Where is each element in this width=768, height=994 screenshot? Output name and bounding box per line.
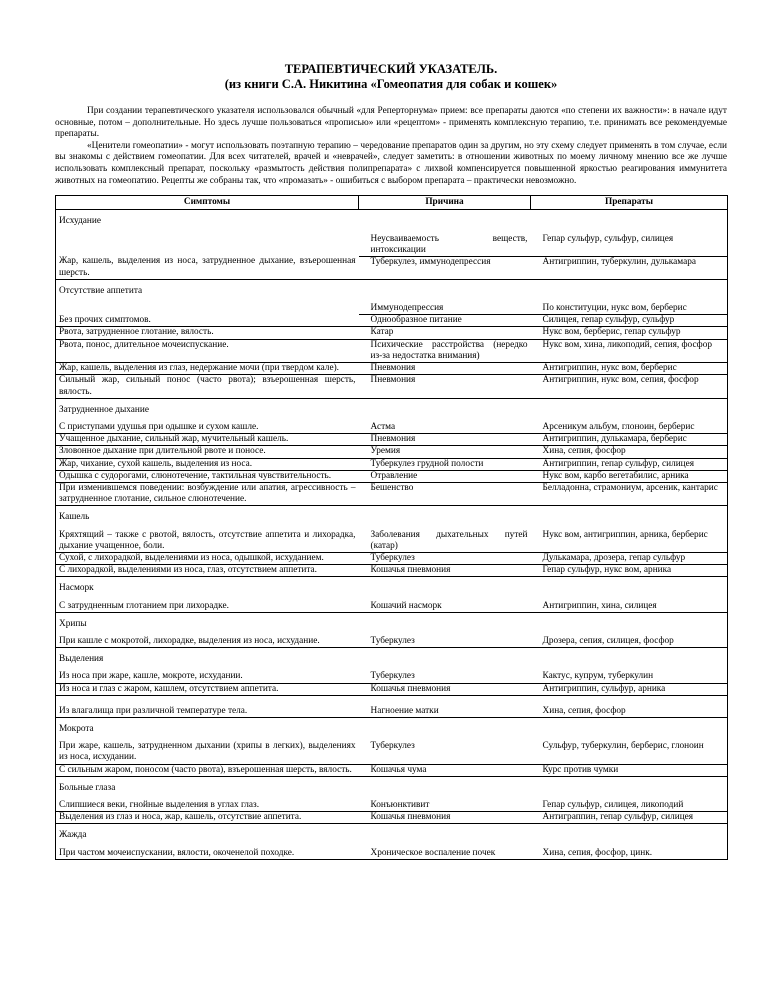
remedy-cell: Антигриппин, туберкулин, дулькамара <box>531 256 728 279</box>
section-row <box>56 824 728 848</box>
header-cause: Причина <box>359 196 531 210</box>
remedy-cell: Хина, сепия, фосфор, цинк. <box>531 848 728 860</box>
remedy-cell: Антигриппин, нукс вом, сепия, фосфор <box>531 375 728 398</box>
symptom-cell: Из носа и глаз с жаром, кашлем, отсутствием аппетита. <box>56 683 359 695</box>
symptom-cell: При частом мочеиспускании, вялости, окоченелой походке. <box>56 848 359 860</box>
cause-cell: Кошачий насморк <box>359 601 531 613</box>
cause-cell: Бешенство <box>359 482 531 505</box>
cause-cell: Кошачья пневмония <box>359 565 531 577</box>
table-row <box>56 741 728 764</box>
remedy-cell: Силицея, гепар сульфур, сульфур <box>531 315 728 327</box>
cause-cell: Нагноение матки <box>359 706 531 718</box>
remedy-cell: Хина, сепия, фосфор <box>531 706 728 718</box>
table-row <box>56 636 728 648</box>
section-row <box>56 577 728 601</box>
cause-cell: Кошачья пневмония <box>359 812 531 824</box>
remedy-cell: Гепар сульфур, сульфур, силицея <box>531 234 728 257</box>
table-row <box>56 565 728 577</box>
remedy-cell: Арсеникум альбум, глоноин, берберис <box>531 422 728 434</box>
section-title: Отсутствие аппетита <box>56 279 728 303</box>
cause-cell: Туберкулез <box>359 552 531 564</box>
symptom-cell: Из носа при жаре, кашле, мокроте, исхудании. <box>56 671 359 683</box>
symptom-cell: При жаре, кашель, затрудненном дыхании (хрипы в легких), выделениях из носа, исхудании. <box>56 741 359 764</box>
remedy-cell: Нукс вом, карбо вегетабилис, арника <box>531 470 728 482</box>
table-row <box>56 234 728 257</box>
symptom-cell: Слипшиеся веки, гнойные выделения в углах глаз. <box>56 800 359 812</box>
symptom-cell: Рвота, понос, длительное мочеиспускание. <box>56 339 359 362</box>
table-body <box>56 210 728 859</box>
table-row <box>56 458 728 470</box>
symptom-cell: С лихорадкой, выделениями из носа, глаз, отсутствием аппетита. <box>56 565 359 577</box>
section-title: Хрипы <box>56 612 728 636</box>
remedy-cell: По конституции, нукс вом, берберис <box>531 303 728 315</box>
intro-paragraph: При создании терапевтического указателя использовался обычный «для Реперторнума» прием: все препараты даются «по степени их важности»: в начале идут основные, потом – дополнительные. Но здесь лучше пользоваться «прописью» или «рецептом» - применять комплексную терапию, т.е. принимать все рекомендуемые препараты. <box>55 106 727 140</box>
cause-cell: Иммунодепрессия <box>359 303 531 315</box>
symptom-cell: Жар, чихание, сухой кашель, выделения из носа. <box>56 458 359 470</box>
symptom-cell <box>56 234 359 257</box>
remedy-cell: Белладонна, страмониум, арсеник, кантарис <box>531 482 728 505</box>
symptom-cell: Сильный жар, сильный понос (часто рвота); взъерошенная шерсть, вялость. <box>56 375 359 398</box>
cause-cell: Пневмония <box>359 363 531 375</box>
cause-cell: Пневмония <box>359 434 531 446</box>
symptom-cell: С затрудненным глотанием при лихорадке. <box>56 601 359 613</box>
symptom-cell: Из влагалища при различной температуре тела. <box>56 706 359 718</box>
remedy-cell: Антигриппин, хина, силицея <box>531 601 728 613</box>
document-title: ТЕРАПЕВТИЧЕСКИЙ УКАЗАТЕЛЬ. <box>284 62 498 76</box>
section-title: Мокрота <box>56 717 728 741</box>
section-title: Затрудненное дыхание <box>56 398 728 422</box>
cause-cell: Туберкулез <box>359 741 531 764</box>
section-title: Жажда <box>56 824 728 848</box>
symptom-cell: При изменившемся поведении: возбуждение или апатия, агрессивность – затрудненное глотание, сильное слюнотечение. <box>56 482 359 505</box>
table-row <box>56 601 728 613</box>
cause-cell: Конъюнктивит <box>359 800 531 812</box>
cause-cell: Психические расстройства (нередко из-за недостатка внимания) <box>359 339 531 362</box>
intro-paragraph: «Ценители гомеопатии» - могут использовать поэтапную терапию – чередование препаратов один за другим, но эту схему следует применять в том случае, если вы знакомы с действием гомеопатии. Для всех читателей, врачей и «неврачей», следует заметить: в отношении животных по моему личному мнению все же лучше использовать комплексный препарат, поскольку «размытость действия полипрепарата» с лихвой компенсируется повышенной яркостью реагирования иммунитета животных на гомеопатию. Рецепты же собраны так, что «промазать» - ошибиться с выбором препарата – практически невозможно. <box>55 140 727 186</box>
table-row <box>56 303 728 315</box>
remedy-cell: Гепар сульфур, силицея, ликоподий <box>531 800 728 812</box>
symptom-cell <box>56 303 359 315</box>
remedy-cell: Нукс вом, антигриппин, арника, берберис <box>531 530 728 553</box>
section-row <box>56 210 728 234</box>
remedy-cell: Курс против чумки <box>531 764 728 776</box>
remedy-cell: Сульфур, туберкулин, берберис, глоноин <box>531 741 728 764</box>
table-row <box>56 434 728 446</box>
table-row <box>56 375 728 398</box>
cause-cell: Астма <box>359 422 531 434</box>
remedy-cell: Дрозера, сепия, силицея, фосфор <box>531 636 728 648</box>
cause-cell: Туберкулез грудной полости <box>359 458 531 470</box>
cause-cell: Уремия <box>359 446 531 458</box>
section-row <box>56 612 728 636</box>
table-row <box>56 422 728 434</box>
table-row <box>56 706 728 718</box>
cause-cell: Туберкулез <box>359 636 531 648</box>
table-row <box>56 812 728 824</box>
table-row <box>56 327 728 339</box>
symptom-cell: Кряхтящий – также с рвотой, вялость, отсутствие аппетита и лихорадка, дыхание учащенное, боли. <box>56 530 359 553</box>
section-title: Насморк <box>56 577 728 601</box>
document-page <box>55 62 727 860</box>
symptom-cell: Одышка с судорогами, слюнотечение, тактильная чувствительность. <box>56 470 359 482</box>
remedy-cell: Антигриппин, сульфур, арника <box>531 683 728 695</box>
section-title: Больные глаза <box>56 776 728 800</box>
cause-cell: Однообразное питание <box>359 315 531 327</box>
intro-text <box>55 106 727 187</box>
cause-cell: Кошачья пневмония <box>359 683 531 695</box>
table-row <box>56 683 728 695</box>
remedy-cell: Гепар сульфур, нукс вом, арника <box>531 565 728 577</box>
symptom-cell: Учащенное дыхание, сильный жар, мучительный кашель. <box>56 434 359 446</box>
table-row <box>56 671 728 683</box>
cause-cell: Заболевания дыхательных путей (катар) <box>359 530 531 553</box>
table-row <box>56 482 728 505</box>
cause-cell: Кошачья чума <box>359 764 531 776</box>
table-row <box>56 256 728 279</box>
remedy-cell: Кактус, купрум, туберкулин <box>531 671 728 683</box>
section-title: Исхудание <box>56 210 728 234</box>
remedy-cell: Нукс вом, хина, ликоподий, сепия, фосфор <box>531 339 728 362</box>
header-remedies: Препараты <box>531 196 728 210</box>
section-title: Кашель <box>56 506 728 530</box>
table-row <box>56 764 728 776</box>
symptom-cell: С сильным жаром, поносом (часто рвота), взъерошенная шерсть, вялость. <box>56 764 359 776</box>
remedy-cell: Антигриппин, нукс вом, берберис <box>531 363 728 375</box>
cause-cell: Отравление <box>359 470 531 482</box>
cause-cell: Неусваиваемость веществ, интоксикации <box>359 234 531 257</box>
table-row <box>56 363 728 375</box>
section-row <box>56 648 728 672</box>
cause-cell: Катар <box>359 327 531 339</box>
remedy-cell: Нукс вом, берберис, гепар сульфур <box>531 327 728 339</box>
symptom-cell: Зловонное дыхание при длительной рвоте и поносе. <box>56 446 359 458</box>
symptom-cell: С приступами удушья при одышке и сухом кашле. <box>56 422 359 434</box>
symptom-cell: Сухой, с лихорадкой, выделениями из носа, одышкой, исхуданием. <box>56 552 359 564</box>
document-subtitle: (из книги С.А. Никитина «Гомеопатия для собак и кошек» <box>224 77 558 91</box>
table-row <box>56 339 728 362</box>
therapeutic-table <box>55 195 728 860</box>
section-row <box>56 717 728 741</box>
section-row <box>56 398 728 422</box>
table-row <box>56 315 728 327</box>
section-title: Выделения <box>56 648 728 672</box>
table-row <box>56 800 728 812</box>
table-row <box>56 848 728 860</box>
table-row <box>56 470 728 482</box>
section-row <box>56 506 728 530</box>
cause-cell: Туберкулез, иммунодепрессия <box>359 256 531 279</box>
symptom-cell: Рвота, затрудненное глотание, вялость. <box>56 327 359 339</box>
symptom-cell: Без прочих симптомов. <box>56 315 359 327</box>
remedy-cell: Дулькамара, дрозера, гепар сульфур <box>531 552 728 564</box>
table-header-row <box>56 196 728 210</box>
symptom-cell: При кашле с мокротой, лихорадке, выделения из носа, исхудание. <box>56 636 359 648</box>
table-row <box>56 446 728 458</box>
cause-cell: Пневмония <box>359 375 531 398</box>
remedy-cell: Хина, сепия, фосфор <box>531 446 728 458</box>
spacer-row <box>56 695 728 706</box>
section-row <box>56 776 728 800</box>
symptom-cell: Жар, кашель, выделения из носа, затрудненное дыхание, взъерошенная шерсть. <box>56 256 359 279</box>
remedy-cell: Антигриппин, гепар сульфур, силицея <box>531 458 728 470</box>
cause-cell: Хроническое воспаление почек <box>359 848 531 860</box>
symptom-cell: Выделения из глаз и носа, жар, кашель, отсутствие аппетита. <box>56 812 359 824</box>
table-row <box>56 530 728 553</box>
symptom-cell: Жар, кашель, выделения из глаз, недержание мочи (при твердом кале). <box>56 363 359 375</box>
remedy-cell: Антигриппин, дулькамара, берберис <box>531 434 728 446</box>
table-row <box>56 552 728 564</box>
remedy-cell: Антиграппин, гепар сульфур, силицея <box>531 812 728 824</box>
section-row <box>56 279 728 303</box>
cause-cell: Туберкулез <box>359 671 531 683</box>
header-symptoms: Симптомы <box>56 196 359 210</box>
